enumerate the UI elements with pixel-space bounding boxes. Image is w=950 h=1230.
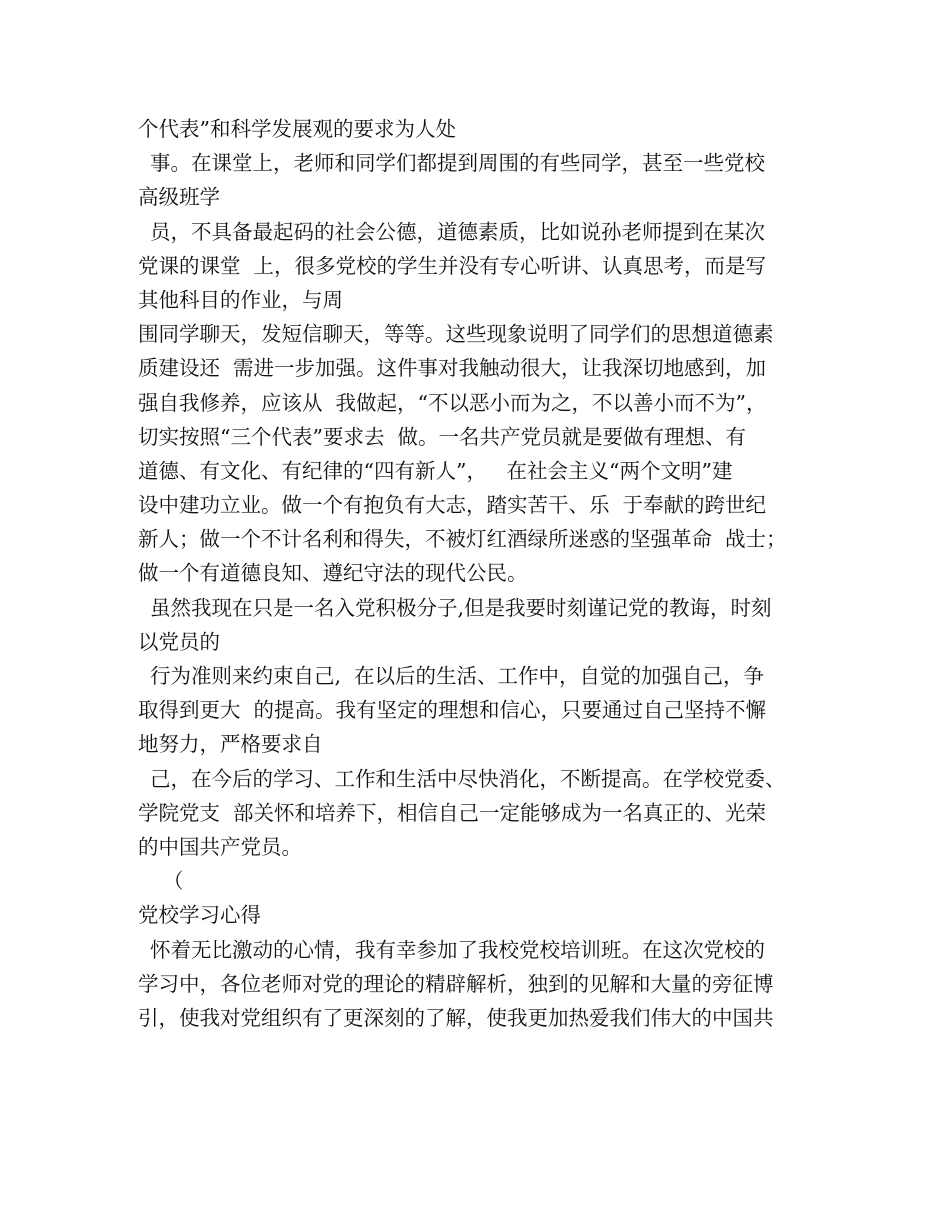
text-line: 做一个有道德良知、遵纪守法的现代公民。 <box>138 561 528 586</box>
text-line: 个代表”和科学发展观的要求为人处 <box>138 117 456 141</box>
text-line: 强自我修养，应该从 我做起，“不以恶小而为之，不以善小而不为”， <box>138 390 767 415</box>
text-line: 行为准则来约束自己, 在以后的生活、工作中，自觉的加强自己，争 <box>150 664 765 688</box>
text-line: 质建设还 需进一步加强。这件事对我触动很大，让我深切地感到，加 <box>138 356 767 381</box>
text-line: 引，使我对党组织有了更深刻的了解，使我更加热爱我们伟大的中国共 <box>138 1005 774 1030</box>
text-line: （ <box>150 869 184 894</box>
text-line: 其他科目的作业，与周 <box>138 287 343 312</box>
text-line: 道德、有文化、有纪律的“四有新人”， 在社会主义“两个文明”建 <box>138 458 733 483</box>
text-line: 设中建功立业。做一个有抱负有大志，踏实苦干、乐 于奉献的跨世纪 <box>138 493 767 518</box>
text-line: 高级班学 <box>138 185 220 210</box>
text-line: 围同学聊天，发短信聊天，等等。这些现象说明了同学们的思想道德素 <box>138 322 774 347</box>
text-line: 怀着无比激动的心情，我有幸参加了我校党校培训班。在这次党校的 <box>150 937 765 962</box>
text-line: 党校学习心得 <box>138 903 261 928</box>
text-line: 新人；做一个不计名利和得失，不被灯红酒绿所迷惑的坚强革命 战士； <box>138 527 787 552</box>
text-line: 学院党支 部关怀和培养下，相信自己一定能够成为一名真正的、光荣 <box>138 800 767 825</box>
body-text <box>138 112 828 1035</box>
text-line: 取得到更大 的提高。我有坚定的理想和信心，只要通过自己坚持不懈 <box>138 698 767 723</box>
text-line: 事。在课堂上，老师和同学们都提到周围的有些同学，甚至一些党校 <box>150 151 765 176</box>
text-line: 切实按照“三个代表”要求去 做。一名共产党员就是要做有理想、有 <box>138 424 746 449</box>
text-line: 地努力，严格要求自 <box>138 732 323 757</box>
text-line: 虽然我现在只是一名入党积极分子,但是我要时刻谨记党的教诲，时刻 <box>150 595 772 620</box>
text-line: 学习中，各位老师对党的理论的精辟解析，独到的见解和大量的旁征博 <box>138 971 774 996</box>
text-line: 的中国共产党员。 <box>138 834 302 859</box>
text-line: 以党员的 <box>138 629 220 654</box>
text-line: 党课的课堂 上，很多党校的学生并没有专心听讲、认真思考，而是写 <box>138 253 767 278</box>
text-line: 己，在今后的学习、工作和生活中尽快消化，不断提高。在学校党委、 <box>150 766 786 791</box>
text-line: 员，不具备最起码的社会公德，道德素质，比如说孙老师提到在某次 <box>150 219 765 244</box>
